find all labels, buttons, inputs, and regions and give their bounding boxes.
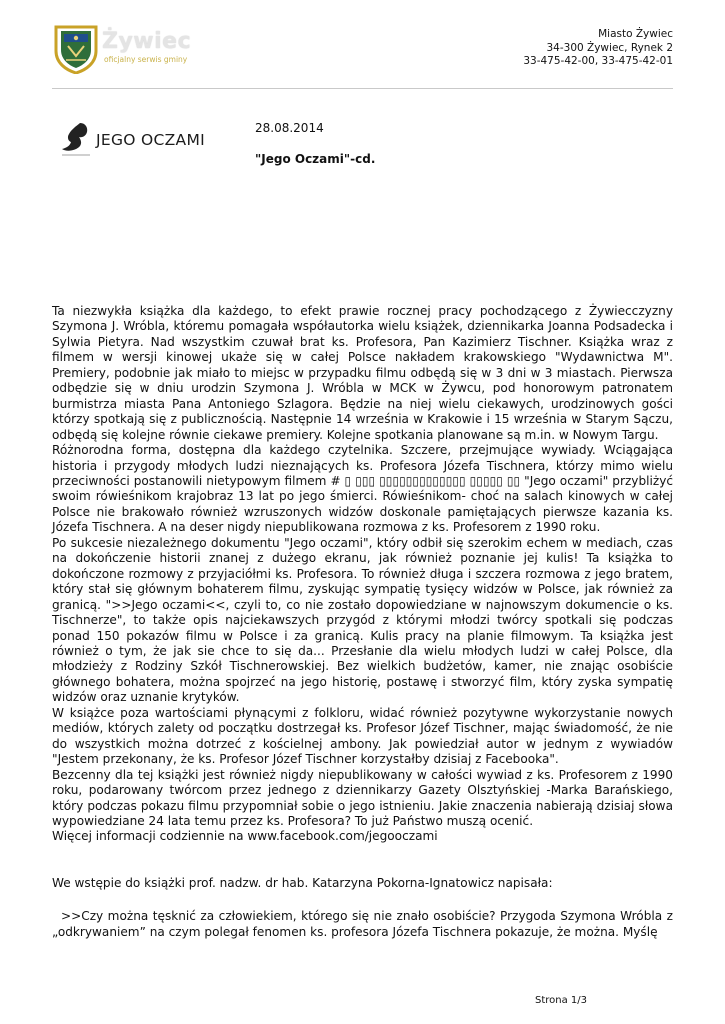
address-line: 33-475-42-00, 33-475-42-01 bbox=[523, 55, 673, 67]
article-quote: >>Czy można tęsknić za człowiekiem, którego się nie znało osobiście? Przygoda Szymona Wróbla z „odkrywaniem” na czym polegał fenomen ks. profesora Józefa Tischnera pokazuje, że można. Myślę bbox=[52, 909, 677, 939]
article-paragraph: Ta niezwykła książka dla każdego, to efekt prawie rocznej pracy pochodzącego z Żywiecczyzny Szymona J. Wróbla, któremu pomagała współautorka wielu książek, dziennikarka Joanna Podsadecka i Sylwia Pietyra. Nad wszystkim czuwał brat ks. Profesora, Pan Kazimierz Tischner. Książka wraz z filmem w wersji kinowej ukaże się w całej Polsce nakładem krakowskiego "Wydawnictwa M". Premiery, podobnie jak miało to miejsc w przypadku filmu odbędą się w 3 dni w 3 miastach. Pierwsza odbędzie się w dniu urodzin Szymona J. Wróbla w MCK w Żywcu, pod honorowym patronatem burmistrza miasta Pana Antoniego Szlagora. Będzie na niej wielu ciekawych, urodzinowych gości którzy spotkają się z publicznością. Następnie 14 września w Krakowie i 15 września w Starym Sączu, odbędą się kolejne równie ciekawe premiery. Kolejne spotkania planowane są m.in. w Nowym Targu. bbox=[52, 304, 673, 442]
article-logo-text: JEGO OCZAMI bbox=[96, 131, 205, 149]
logo-name: Żywiec bbox=[102, 29, 192, 54]
header-address bbox=[523, 28, 673, 69]
article-paragraph: Różnorodna forma, dostępna dla każdego czytelnika. Szczere, przejmujące wywiady. Wciągająca historia i przygody młodych ludzi nieznających ks. Profesora Józefa Tischnera, którzy mimo wielu przeciwności postanowili nietypowym filmem # ▯ ▯▯▯ ▯▯▯▯▯▯▯▯▯▯▯▯▯ ▯▯▯▯▯ ▯▯ "Jego oczami" przybliżyć swoim rówieśnikom krajobraz 13 lat po jego śmierci. Rówieśnikom- choć na salach kinowych w całej Polsce nie brakowało również wzruszonych widzów doskonale pamiętających pierwsze kazania ks. Józefa Tischnera. A na deser nigdy niepublikowana rozmowa z ks. Profesorem z 1990 roku. bbox=[52, 443, 673, 535]
header-divider bbox=[52, 88, 673, 89]
article-intro: We wstępie do książki prof. nadzw. dr hab. Katarzyna Pokorna-Ignatowicz napisała: bbox=[52, 875, 553, 890]
logo-subtitle: oficjalny serwis gminy bbox=[104, 55, 188, 64]
paragraph-gap bbox=[52, 845, 673, 876]
article-paragraph: W książce poza wartościami płynącymi z folkloru, widać również pozytywne wykorzystanie nowych mediów, których zalety od początku dostrzegał ks. Profesor Józef Tischner, mając świadomość, że nie do wszystkich można dotrzeć z kościelnej ambony. Jak powiedział autor w jednym z wywiadów "Jestem przekonany, że ks. Profesor Józef Tischner korzystałby dzisiaj z Facebooka". bbox=[52, 705, 673, 767]
article-paragraph: Więcej informacji codziennie na www.facebook.com/jegooczami bbox=[52, 829, 438, 844]
address-line: Miasto Żywiec bbox=[598, 28, 673, 40]
article-date: 28.08.2014 bbox=[255, 121, 324, 135]
article-paragraph: Po sukcesie niezależnego dokumentu "Jego oczami", który odbił się szerokim echem w mediach, czas na dokończenie historii znanej z dużego ekranu, jak również poznanie jej kulis! Ta książka to dokończone rozmowy z przyjaciółmi ks. Profesora. To również długa i szczera rozmowa z jego bratem, który stał się głównym bohaterem filmu, zyskując sympatię tysięcy widzów w Polsce, jak również za granicą. ">>Jego oczami<<, czyli to, co nie zostało dopowiedziane w najnowszym dokumencie o ks. Tischnerze", to także opis najciekawszych przygód z którymi młodzi twórcy spotkali się podczas ponad 150 pokazów filmu w Polsce i za granicą. Kulis pracy na planie filmowym. Ta książka jest również o tym, że jak sie chce to się da... Przesłanie dla wielu młodych ludzi w całej Polsce, dla młodzieży z Rodziny Szkół Tischnerowskiej. Bez wielkich budżetów, kamer, nie znając osobiście głównego bohatera, można spojrzeć na jego historię, postawę i stworzyć film, który zyska sympatię widzów oraz uznanie krytyków. bbox=[52, 535, 673, 705]
paragraph-gap bbox=[52, 891, 673, 909]
page-number: Strona 1/3 bbox=[534, 995, 587, 1006]
article-paragraph: Bezcenny dla tej książki jest również nigdy niepublikowany w całości wywiad z ks. Profesorem z 1990 roku, podarowany twórcom przez jednego z dziennikarzy Gazety Olsztyńskiej -Marka Barańskiego, który podczas pokazu filmu przypomniał sobie o jego istnieniu. Jakie znaczenia nabierają dzisiaj słowa wypowiedziane 24 lata temu przez ks. Profesora? To już Państwo muszą ocenić. bbox=[52, 767, 673, 828]
address-line: 34-300 Żywiec, Rynek 2 bbox=[546, 41, 673, 54]
site-logo[interactable] bbox=[52, 24, 212, 74]
silhouette-icon bbox=[58, 119, 94, 163]
article-logo bbox=[58, 119, 208, 163]
article-body bbox=[52, 304, 677, 940]
coat-of-arms-icon bbox=[52, 24, 100, 74]
article-title: "Jego Oczami"-cd. bbox=[255, 152, 376, 166]
